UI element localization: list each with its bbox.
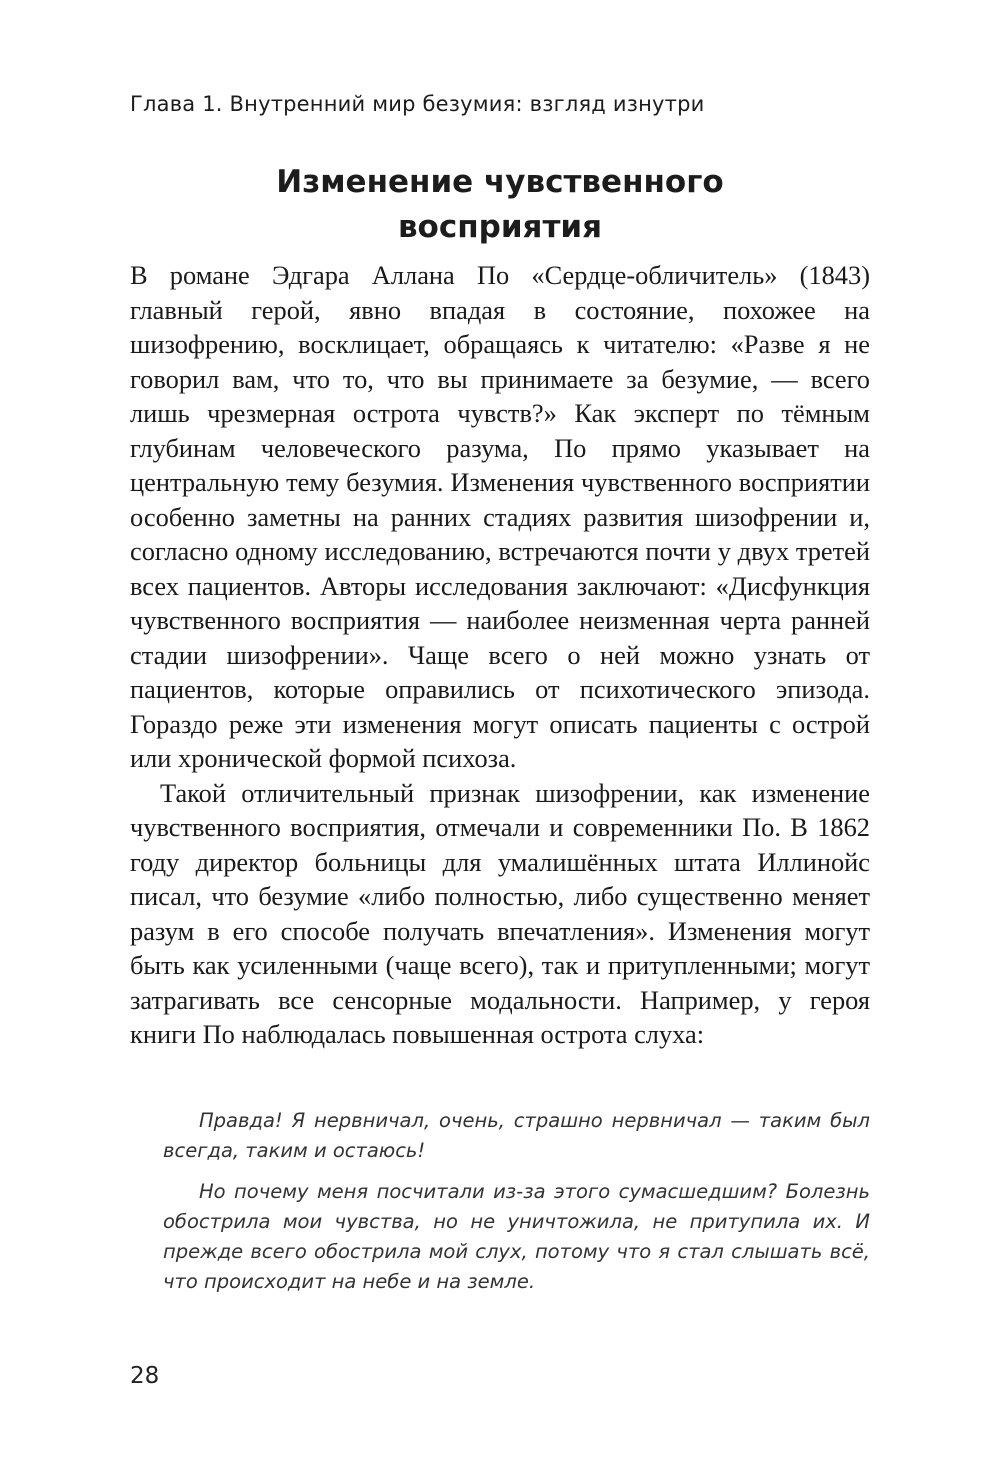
section-title-line-1: Изменение чувственного — [276, 164, 724, 200]
running-head: Глава 1. Внутренний мир безумия: взгляд изнутри — [130, 92, 705, 116]
section-title-line-2: восприятия — [397, 209, 603, 245]
section-title — [130, 160, 870, 250]
quote-paragraph-2: Но почему меня посчитали из-за этого сумасшедшим? Болезнь обострила мои чувства, но не уничтожила, не притупила их. И прежде всего обострила мой слух, потому что я стал слышать всё, что происходит на небе и на земле. — [163, 1180, 870, 1293]
paragraph-2: Такой отличительный признак шизофрении, как изменение чувственного восприятия, отмечали и современники По. В 1862 году директор больницы для умалишённых штата Иллинойс писал, что безумие «либо полностью, либо существенно меняет разум в его способе получать впечатления». Изменения могут быть как усиленными (чаще всего), так и притупленными; могут затрагивать все сенсорные модальности. Например, у героя книги По наблюдалась повышенная острота слуха: — [130, 777, 870, 1049]
page-number: 28 — [130, 1363, 160, 1389]
paragraph-1: В романе Эдгара Аллана По «Сердце-обличитель» (1843) главный герой, явно впадая в состояние, похожее на шизофрению, восклицает, обращаясь к читателю: «Разве я не говорил вам, что то, что вы принимаете за безумие, — всего лишь чрезмерная острота чувств?» Как эксперт по тёмным глубинам человеческого разума, По прямо указывает на центральную тему безумия. Изменения чувственного восприятии особенно заметны на ранних стадиях развития шизофрении и, согласно одному исследованию, встречаются почти у двух третей всех пациентов. Авторы исследования заключают: «Дисфункция чувственного восприятия — наиболее неизменная черта ранней стадии шизофрении». Чаще всего о ней можно узнать от пациентов, которые оправились от психотического эпизода. Гораздо реже эти изменения могут описать пациенты с острой или хронической формой психоза. — [130, 260, 870, 773]
block-quote — [163, 1106, 870, 1308]
quote-paragraph-1: Правда! Я нервничал, очень, страшно нервничал — таким был всегда, таким и остаюсь! — [163, 1109, 870, 1162]
body-text — [130, 258, 870, 1052]
